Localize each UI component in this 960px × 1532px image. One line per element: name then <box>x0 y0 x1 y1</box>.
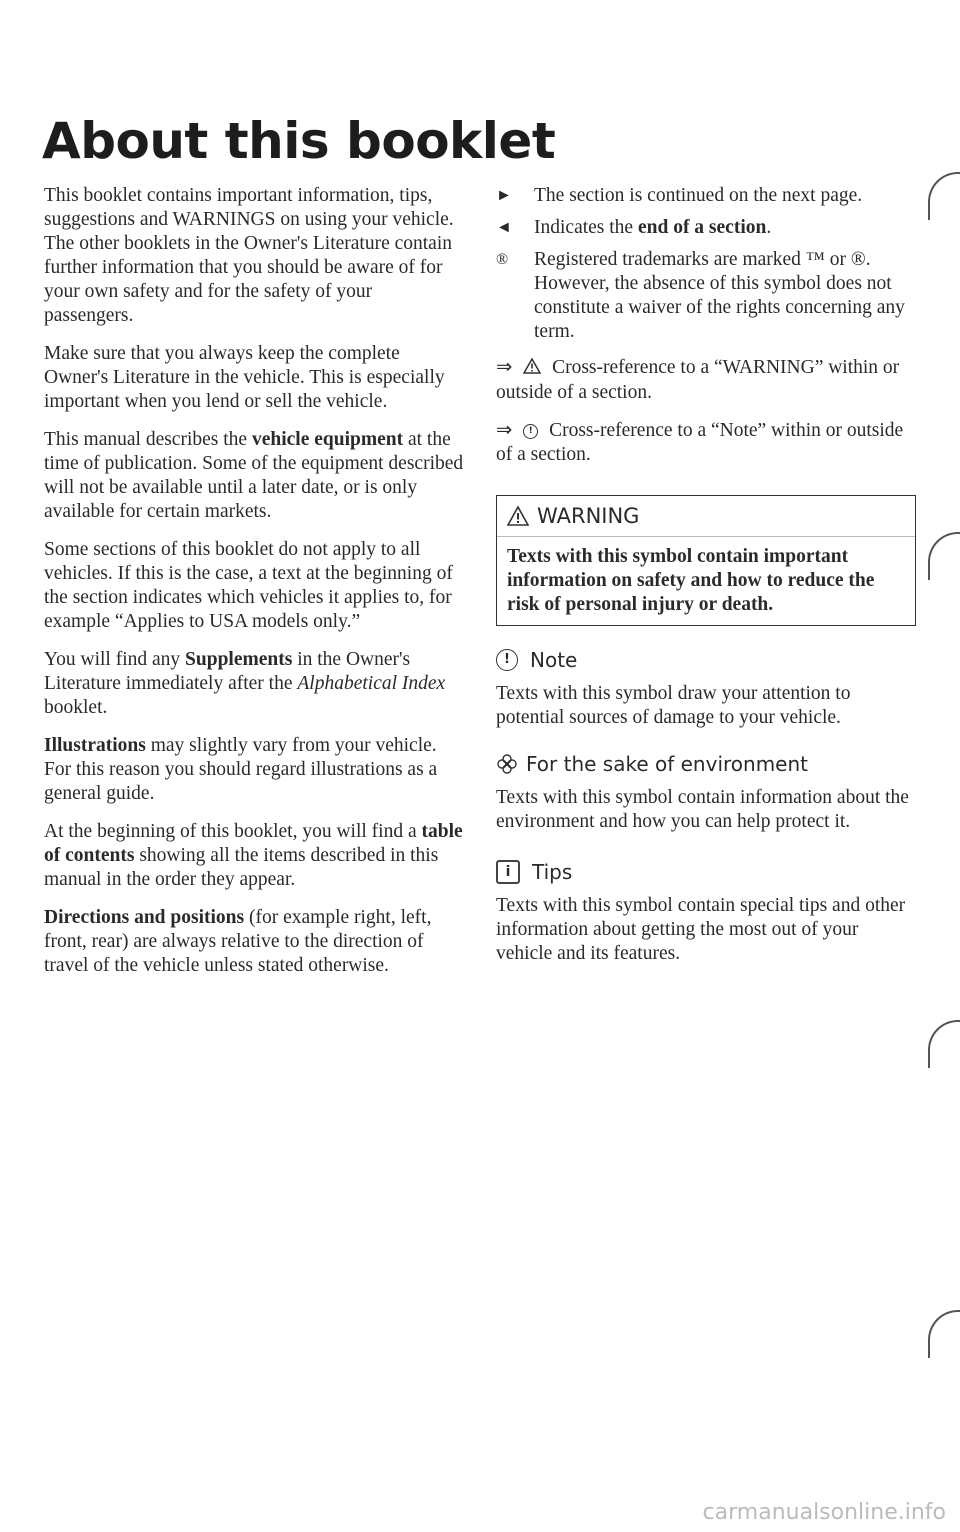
sections-paragraph: Some sections of this booklet do not apply to all vehicles. If this is the case, a text at the beginning of the section indicates which vehicles it applies to, for example “Applies to USA models only.” <box>44 539 453 632</box>
warning-crossref: ⇒ Cross-reference to a “WARNING” within or outside of a section. <box>496 357 900 403</box>
continued-arrow-icon: ► <box>496 187 512 204</box>
page-edge-tab <box>928 1020 960 1068</box>
watermark-footer: carmanualsonline.info <box>702 1500 946 1525</box>
warning-body: Texts with this symbol contain important information on safety and how to reduce the risk of personal injury or death. <box>507 545 875 615</box>
intro-paragraph: This booklet contains important information, tips, suggestions and WARNINGS on using your vehicle. The other booklets in the Owner's Literature contain further information that you should be aware of for your own safety and for the safety of your passengers. <box>44 185 454 326</box>
note-crossref: ⇒ ! Cross-reference to a “Note” within or outside of a section. <box>496 419 904 465</box>
left-column <box>44 184 464 992</box>
right-column <box>496 184 916 980</box>
note-body: Texts with this symbol draw your attention to potential sources of damage to your vehicle. <box>496 682 851 728</box>
page-edge-tab <box>928 172 960 220</box>
tips-body: Texts with this symbol contain special tips and other information about getting the most out of your vehicle and its features. <box>496 894 906 964</box>
warning-heading: WARNING <box>497 496 915 537</box>
page-edge-tab <box>928 532 960 580</box>
directions-paragraph: Directions and positions (for example right, left, front, rear) are always relative to the direction of travel of the vehicle unless stated otherwise. <box>44 907 432 976</box>
page-edge-tab <box>928 1310 960 1358</box>
supplements-paragraph: You will find any Supplements in the Owner's Literature immediately after the Alphabetical Index booklet. <box>44 649 446 718</box>
environment-heading: For the sake of environment <box>496 752 916 776</box>
flower-icon <box>496 753 518 775</box>
continued-legend: ► The section is continued on the next page. <box>496 185 863 206</box>
contents-paragraph: At the beginning of this booklet, you will find a table of contents showing all the items described in this manual in the order they appear. <box>44 821 463 890</box>
registered-icon: ® <box>496 251 509 268</box>
end-arrow-icon: ◄ <box>496 219 512 236</box>
end-legend: ◄ Indicates the end of a section. <box>496 217 772 238</box>
literature-paragraph: Make sure that you always keep the complete Owner's Literature in the vehicle. This is especially important when you lend or sell the vehicle. <box>44 343 445 412</box>
page-title: About this booklet <box>42 112 556 170</box>
warning-box <box>496 495 916 626</box>
note-circle-icon: ! <box>496 649 518 671</box>
info-icon: i <box>496 860 520 884</box>
trademark-legend: ® Registered trademarks are marked ™ or ®. However, the absence of this symbol does not constitute a waiver of the rights concerning any term. <box>496 249 905 342</box>
warning-triangle-icon <box>523 357 541 381</box>
equipment-paragraph: This manual describes the vehicle equipment at the time of publication. Some of the equipment described will not be available until a later date, or is only available for certain markets. <box>44 429 464 522</box>
note-heading: ! Note <box>496 648 916 672</box>
warning-triangle-icon <box>507 506 529 526</box>
note-circle-icon: ! <box>523 424 538 439</box>
environment-body: Texts with this symbol contain information about the environment and how you can help protect it. <box>496 786 909 832</box>
tips-heading: i Tips <box>496 860 916 884</box>
illustrations-paragraph: Illustrations may slightly vary from your vehicle. For this reason you should regard illustrations as a general guide. <box>44 735 438 804</box>
